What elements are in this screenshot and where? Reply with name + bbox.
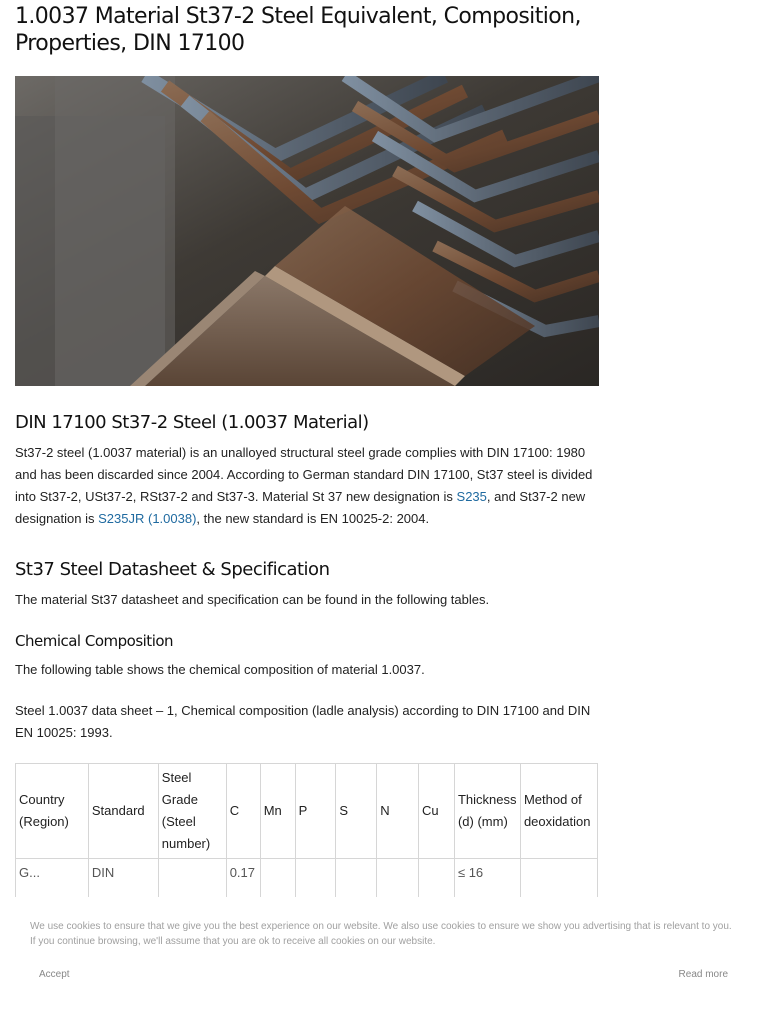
article — [15, 0, 599, 899]
intro-text-2: , and St37-2 new designation is — [15, 489, 586, 526]
table-cell — [520, 859, 597, 899]
header-s: S — [336, 764, 377, 859]
header-n: N — [377, 764, 419, 859]
header-country: Country (Region) — [16, 764, 89, 859]
intro-paragraph — [15, 442, 599, 530]
header-thickness: Thickness (d) (mm) — [454, 764, 520, 859]
table-cell — [336, 859, 377, 899]
table-cell — [260, 859, 295, 899]
steel-angles-illustration — [15, 76, 599, 386]
section-heading-chemical: Chemical Composition — [15, 632, 174, 650]
table-cell — [158, 859, 226, 899]
cookie-message: We use cookies to ensure that we give you the best experience on our website. We also use cookies to ensure we show you advertising that is relevant to you. If you continue browsing, we'll assume that you are ok to receive all cookies on our website. — [30, 921, 732, 947]
table-cell: DIN — [88, 859, 158, 899]
chemical-paragraph-1: The following table shows the chemical composition of material 1.0037. — [15, 662, 425, 677]
header-p: P — [295, 764, 336, 859]
table-cell: ≤ 16 — [454, 859, 520, 899]
intro-text-1: St37-2 steel (1.0037 material) is an unalloyed structural steel grade complies with DIN 17100: 1980 and has been discarded since 2004. According to German standard DIN 17100, St37 steel is divided into St37-2, USt37-2, RSt37-2 and St37-3. Material St 37 new designation is — [15, 445, 593, 504]
table-cell: 0.17 — [226, 859, 260, 899]
link-s235[interactable]: S235 — [456, 489, 487, 504]
header-deoxidation: Method of deoxidation — [520, 764, 597, 859]
cookie-read-more-link[interactable]: Read more — [678, 969, 728, 980]
table-cell: G... — [16, 859, 89, 899]
header-c: C — [226, 764, 260, 859]
table-header-row — [16, 764, 598, 859]
link-s235jr[interactable]: S235JR (1.0038) — [98, 511, 197, 526]
section-heading-datasheet: St37 Steel Datasheet & Specification — [15, 559, 330, 580]
chemical-paragraph-2: Steel 1.0037 data sheet – 1, Chemical composition (ladle analysis) according to DIN 17100 and DIN EN 10025: 1993. — [15, 703, 591, 740]
cookie-consent-bar — [0, 897, 768, 1024]
cookie-accept-button[interactable]: Accept — [39, 969, 70, 980]
table-row — [16, 859, 598, 899]
chemical-composition-table — [15, 763, 598, 899]
table-cell — [377, 859, 419, 899]
header-standard: Standard — [88, 764, 158, 859]
table-cell — [295, 859, 336, 899]
header-mn: Mn — [260, 764, 295, 859]
table-cell — [419, 859, 455, 899]
intro-text-3: , the new standard is EN 10025-2: 2004. — [196, 511, 430, 526]
section-heading-din: DIN 17100 St37-2 Steel (1.0037 Material) — [15, 412, 369, 433]
header-cu: Cu — [419, 764, 455, 859]
datasheet-paragraph: The material St37 datasheet and specification can be found in the following tables. — [15, 592, 490, 607]
page-title: 1.0037 Material St37-2 Steel Equivalent, Composition, Properties, DIN 17100 — [15, 4, 581, 56]
header-steel-grade: Steel Grade (Steel number) — [158, 764, 226, 859]
hero-image — [15, 76, 599, 386]
